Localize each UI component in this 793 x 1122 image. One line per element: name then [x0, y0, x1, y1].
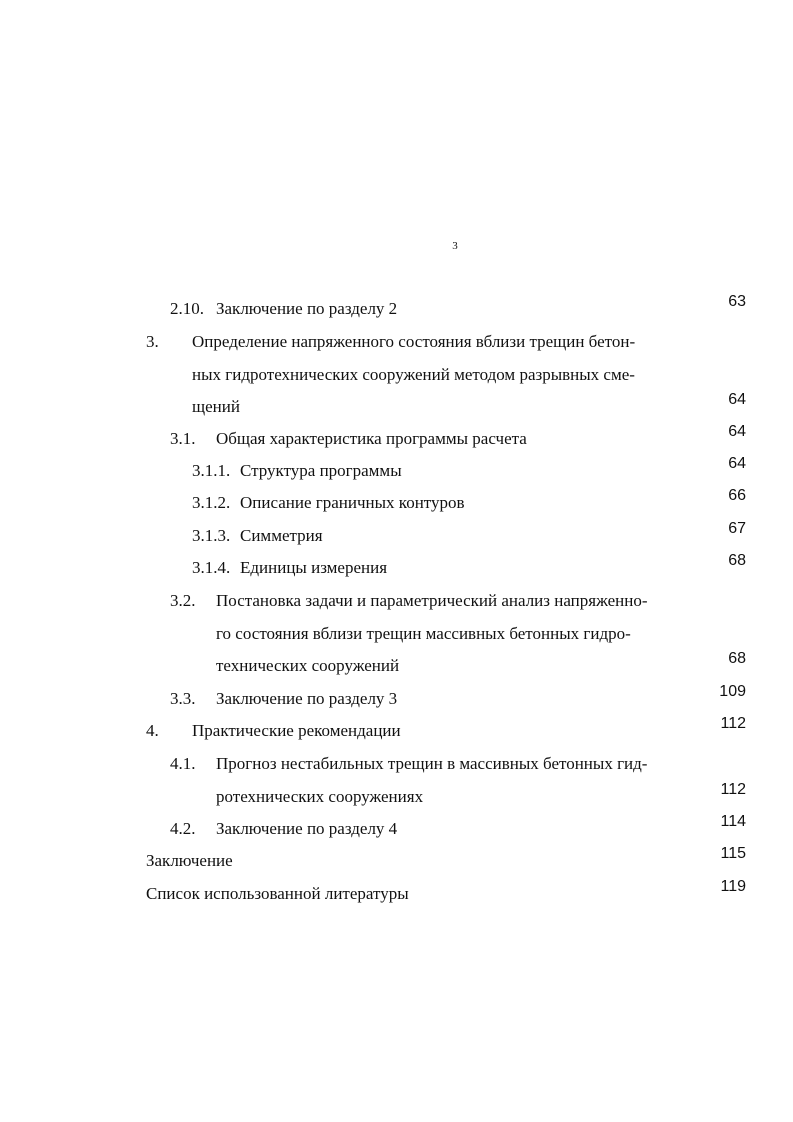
- toc-page-3-2: 68: [728, 650, 746, 667]
- toc-page-4: 112: [720, 715, 746, 732]
- toc-title-3-1: Общая характеристика программы расчета: [216, 429, 527, 448]
- toc-title-3-line-2: ных гидротехнических сооружений методом разрывных сме-: [192, 365, 635, 384]
- toc-number-4-1: 4.1.: [170, 754, 196, 773]
- toc-page-references: 119: [720, 878, 746, 895]
- toc-title-3-line-3: щений: [192, 397, 240, 416]
- toc-title-4: Практические рекомендации: [192, 721, 401, 740]
- toc-number-4: 4.: [146, 721, 159, 740]
- toc-title-3-1-3: Симметрия: [240, 526, 323, 545]
- toc-number-3-1-3: 3.1.3.: [192, 526, 231, 545]
- toc-title-references: Список использованной литературы: [146, 884, 409, 903]
- toc-page-3-1-4: 68: [728, 552, 746, 569]
- toc-title-4-1-line-2: ротехнических сооружениях: [216, 787, 424, 806]
- toc-title-conclusion: Заключение: [146, 851, 233, 870]
- toc-page-3-1-2: 66: [728, 487, 746, 504]
- toc-title-3-1-4: Единицы измерения: [240, 558, 388, 577]
- toc-number-3-1-1: 3.1.1.: [192, 461, 231, 480]
- toc-page-4-2: 114: [720, 813, 746, 830]
- toc-title-4-1-line-1: Прогноз нестабильных трещин в массивных бетонных гид-: [216, 754, 648, 773]
- page-number: 3: [452, 240, 458, 252]
- toc-number-3-2: 3.2.: [170, 591, 196, 610]
- toc-number-3-3: 3.3.: [170, 689, 196, 708]
- toc-page-4-1: 112: [720, 781, 746, 798]
- toc-title-4-2: Заключение по разделу 4: [216, 819, 398, 838]
- toc-number-4-2: 4.2.: [170, 819, 196, 838]
- toc-page-2-10: 63: [728, 293, 746, 310]
- toc-page-3: 64: [728, 391, 746, 408]
- toc-title-3-1-1: Структура программы: [240, 461, 402, 480]
- toc-page-3-1-1: 64: [728, 455, 746, 472]
- toc-title-3-2-line-1: Постановка задачи и параметрический анализ напряженно-: [216, 591, 648, 610]
- toc-page-3-1: 64: [728, 423, 746, 440]
- toc-number-3-1: 3.1.: [170, 429, 196, 448]
- toc-title-3-2-line-3: технических сооружений: [216, 656, 400, 675]
- toc-title-2-10: Заключение по разделу 2: [216, 299, 398, 318]
- toc-title-3-line-1: Определение напряженного состояния вблизи трещин бетон-: [192, 332, 636, 351]
- toc-number-2-10: 2.10.: [170, 299, 204, 318]
- toc-page-3-1-3: 67: [728, 520, 746, 537]
- toc-number-3-1-4: 3.1.4.: [192, 558, 231, 577]
- toc-title-3-2-line-2: го состояния вблизи трещин массивных бетонных гидро-: [216, 624, 631, 643]
- toc-page-3-3: 109: [719, 683, 746, 700]
- toc-number-3-1-2: 3.1.2.: [192, 493, 231, 512]
- toc-page-conclusion: 115: [720, 845, 746, 862]
- toc-number-3: 3.: [146, 332, 159, 351]
- toc-title-3-1-2: Описание граничных контуров: [240, 493, 465, 512]
- toc-title-3-3: Заключение по разделу 3: [216, 689, 398, 708]
